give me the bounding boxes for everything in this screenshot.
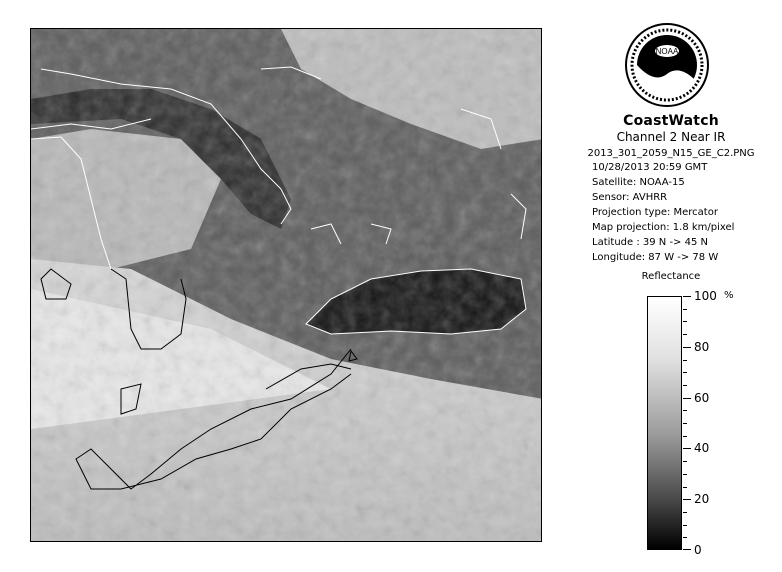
colorbar-title: Reflectance [641, 271, 701, 282]
satellite-info: Satellite: NOAA-15 [592, 177, 685, 188]
colorbar-major-tick [683, 549, 691, 550]
colorbar-minor-tick [683, 525, 687, 526]
latitude-range: Latitude : 39 N -> 45 N [592, 237, 708, 248]
colorbar-minor-tick [683, 461, 687, 462]
noaa-logo-text: NOAA [655, 47, 679, 56]
colorbar-major-tick [683, 347, 691, 348]
colorbar-minor-tick [683, 385, 687, 386]
colorbar-minor-tick [683, 372, 687, 373]
map-projection: Map projection: 1.8 km/pixel [592, 222, 735, 233]
colorbar-major-tick [683, 499, 691, 500]
longitude-range: Longitude: 87 W -> 78 W [592, 252, 719, 263]
colorbar-major-tick [683, 448, 691, 449]
colorbar-tick-label: 60 [694, 391, 710, 405]
colorbar-tick-label: 100 [694, 289, 717, 303]
colorbar-minor-tick [683, 321, 687, 322]
sensor-info: Sensor: AVHRR [592, 192, 668, 203]
colorbar-tick-label: 0 [694, 543, 702, 557]
colorbar-minor-tick [683, 474, 687, 475]
datetime: 10/28/2013 20:59 GMT [592, 162, 708, 173]
channel-label: Channel 2 Near IR [616, 130, 726, 144]
colorbar-minor-tick [683, 309, 687, 310]
colorbar-tick-label: 20 [694, 492, 710, 506]
colorbar-minor-tick [683, 334, 687, 335]
colorbar-minor-tick [683, 436, 687, 437]
noaa-logo [624, 22, 710, 108]
colorbar-minor-tick [683, 360, 687, 361]
colorbar-minor-tick [683, 512, 687, 513]
noaa-logo-graphic [624, 22, 710, 108]
file-name: 2013_301_2059_N15_GE_C2.PNG [587, 148, 755, 159]
colorbar-minor-tick [683, 487, 687, 488]
metadata-block [592, 160, 782, 265]
colorbar-major-tick [683, 296, 691, 297]
colorbar-major-tick [683, 398, 691, 399]
info-panel [560, 0, 782, 572]
colorbar-tick-label: 40 [694, 441, 710, 455]
colorbar [647, 296, 682, 550]
satellite-image-graphic [31, 29, 542, 542]
colorbar-tick-label: 80 [694, 340, 710, 354]
satellite-image [30, 28, 542, 542]
brand-title: CoastWatch [623, 113, 719, 129]
colorbar-unit: % [724, 290, 734, 301]
projection-type: Projection type: Mercator [592, 207, 718, 218]
colorbar-minor-tick [683, 410, 687, 411]
colorbar-minor-tick [683, 537, 687, 538]
colorbar-minor-tick [683, 423, 687, 424]
